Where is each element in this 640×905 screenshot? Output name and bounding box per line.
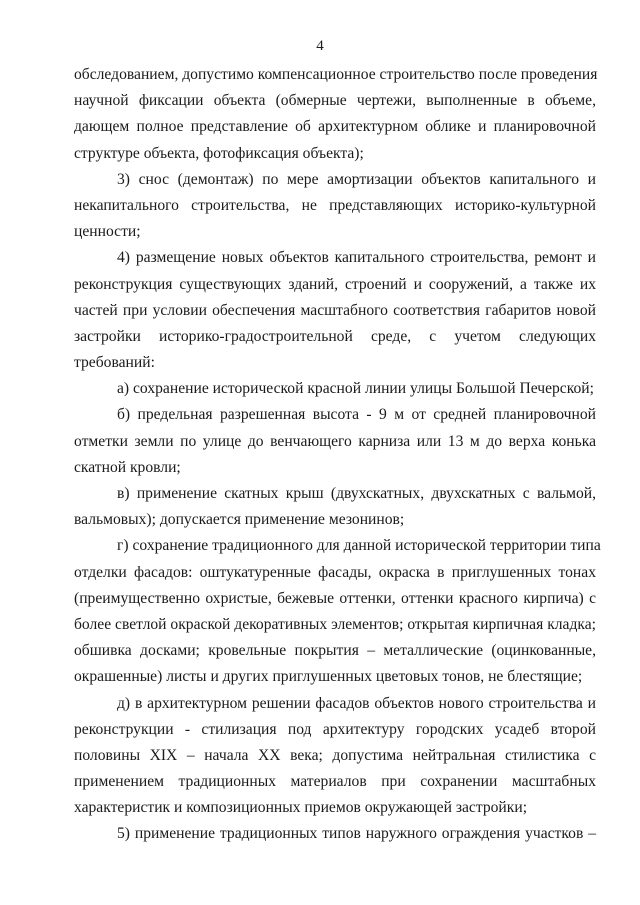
text-line: вальмовых); допускается применение мезонинов; [74,511,405,529]
text-line: в) применение скатных крыш (двухскатных, двухскатных с вальмой, [117,485,596,502]
text-line: отделки фасадов: оштукатуренные фасады, окраска в приглушенных тонах [74,563,596,581]
text-line: характеристик и композиционных приемов окружающей застройки; [74,799,528,817]
text-line: г) сохранение традиционного для данной исторической территории типа [117,537,601,555]
text-line: частей при условии обеспечения масштабного соответствия габаритов новой [74,301,596,319]
paragraph [74,245,596,376]
text-line: дающем полное представление об архитектурном облике и планировочной [74,118,596,136]
text-line: обшивка досками; кровельные покрытия – металлические (оцинкованные, [74,642,596,660]
text-line: б) предельная разрешенная высота - 9 м от средней планировочной [117,406,596,424]
text-line: 5) применение традиционных типов наружного ограждения участков – [117,825,596,843]
paragraph [74,62,596,167]
text-line: 3) снос (демонтаж) по мере амортизации объектов капитального и [117,170,596,188]
text-line: скатной кровли; [74,458,181,476]
paragraph [74,533,601,690]
text-line: а) сохранение исторической красной линии улицы Большой Печерской; [117,380,594,398]
text-line: д) в архитектурном решении фасадов объектов нового строительства и [117,694,596,712]
text-line: ценности; [74,223,141,241]
text-line: реконструкции - стилизация под архитектуру городских усадеб второй [74,720,596,738]
text-line: применением традиционных материалов при сохранении масштабных [74,773,596,791]
text-line: 4) размещение новых объектов капитального строительства, ремонт и [117,249,596,267]
text-line: застройки историко-градостроительной среде, с учетом следующих [74,327,596,345]
paragraph [74,376,596,402]
text-line: половины XIX – начала XX века; допустима нейтральная стилистика с [74,746,596,764]
text-line: отметки земли по улице до венчающего карниза или 13 м до верха конька [74,432,596,450]
text-line: окрашенные) листы и других приглушенных цветовых тонов, не блестящие; [74,668,583,686]
text-line: научной фиксации объекта (обмерные чертежи, выполненные в объеме, [74,92,596,110]
paragraph [74,691,596,822]
text-line: реконструкция существующих зданий, строений и сооружений, а также их [74,275,596,293]
text-line: более светлой окраской декоративных элементов; открытая кирпичная кладка; [74,615,596,633]
paragraph [74,481,596,533]
paragraph [74,821,596,847]
text-line: (преимущественно охристые, бежевые оттенки, оттенки красного кирпича) с [74,589,596,607]
paragraph [74,402,596,481]
document-body [74,62,601,848]
text-line: структуре объекта, фотофиксация объекта); [74,144,364,162]
paragraph [74,167,596,246]
text-line: требований: [74,354,155,372]
page-number: 4 [316,38,324,54]
text-line: некапитального строительства, не представляющих историко-культурной [74,196,596,214]
text-line: обследованием, допустимо компенсационное строительство после проведения [74,66,598,83]
